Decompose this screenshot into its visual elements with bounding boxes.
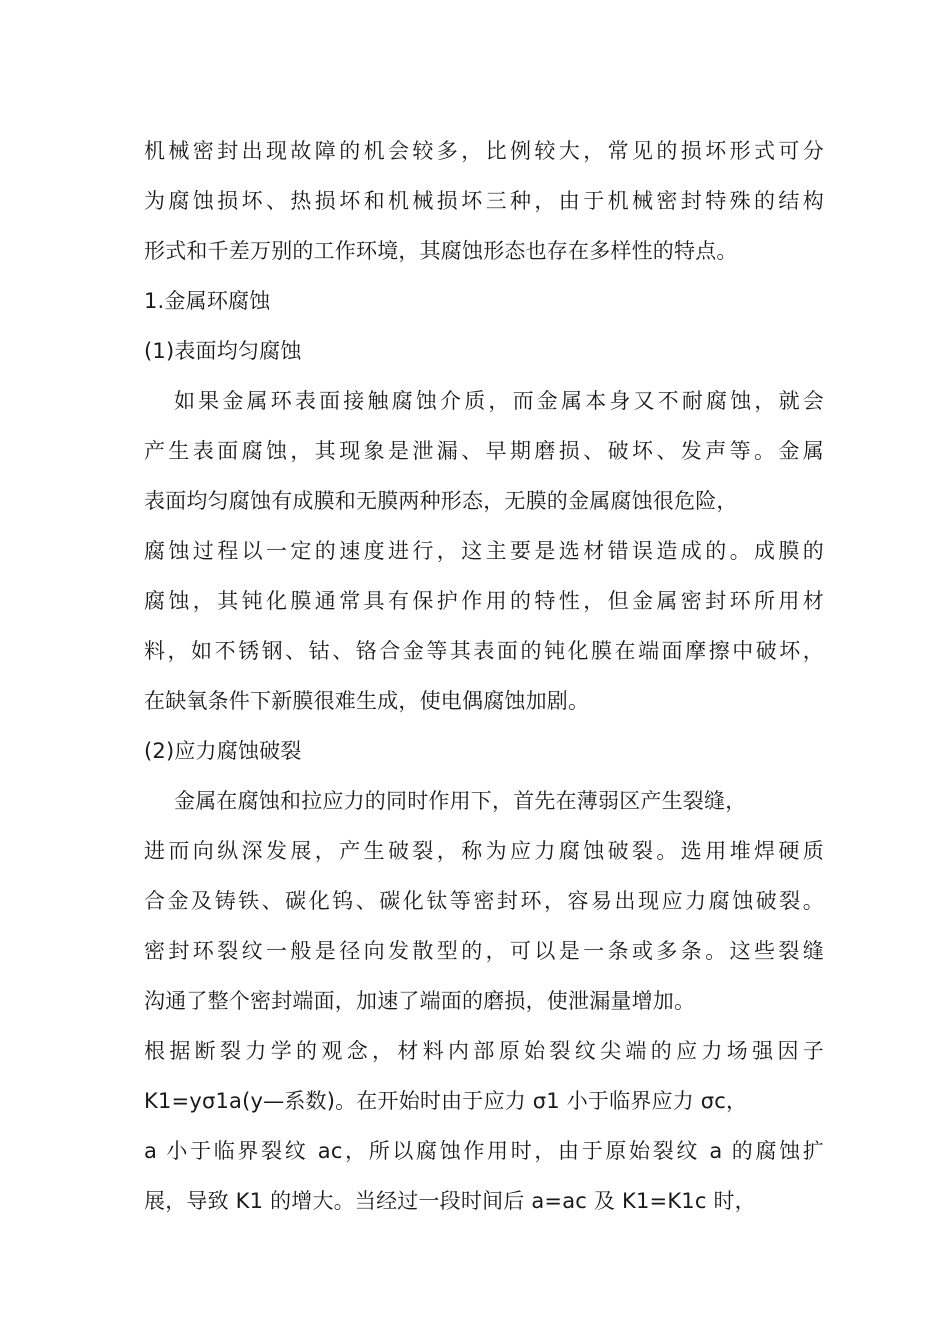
paragraph-line: 密封环裂纹一般是径向发散型的，可以是一条或多条。这些裂缝	[144, 939, 824, 963]
paragraph-line: K1=yσ1a(y—系数)。在开始时由于应力 σ1 小于临界应力 σc，	[144, 1089, 748, 1113]
paragraph-line: 进而向纵深发展，产生破裂，称为应力腐蚀破裂。选用堆焊硬质	[144, 839, 824, 863]
paragraph-line: 机械密封出现故障的机会较多，比例较大，常见的损坏形式可分	[144, 139, 824, 163]
paragraph-line: 在缺氧条件下新膜很难生成，使电偶腐蚀加剧。	[144, 689, 590, 713]
paragraph-line: 金属在腐蚀和拉应力的同时作用下，首先在薄弱区产生裂缝，	[174, 789, 747, 813]
paragraph-line: 根据断裂力学的观念，材料内部原始裂纹尖端的应力场强因子	[144, 1039, 824, 1063]
subsection-heading: (2)应力腐蚀破裂	[144, 739, 302, 763]
paragraph-line: 产生表面腐蚀，其现象是泄漏、早期磨损、破坏、发声等。金属	[144, 439, 824, 463]
paragraph-line: 表面均匀腐蚀有成膜和无膜两种形态，无膜的金属腐蚀很危险，	[144, 489, 738, 513]
paragraph-line: 料，如不锈钢、钴、铬合金等其表面的钝化膜在端面摩擦中破坏，	[144, 639, 824, 663]
document-body	[144, 126, 824, 1226]
paragraph-line: 腐蚀过程以一定的速度进行，这主要是选材错误造成的。成膜的	[144, 539, 824, 563]
section-heading: 1.金属环腐蚀	[144, 289, 271, 313]
subsection-heading: (1)表面均匀腐蚀	[144, 339, 302, 363]
paragraph-line: 为腐蚀损坏、热损坏和机械损坏三种，由于机械密封特殊的结构	[144, 189, 824, 213]
paragraph-line: 展，导致 K1 的增大。当经过一段时间后 a=ac 及 K1=K1c 时，	[144, 1189, 756, 1213]
paragraph-line: a 小于临界裂纹 ac，所以腐蚀作用时，由于原始裂纹 a 的腐蚀扩	[144, 1139, 824, 1163]
paragraph-line: 形式和千差万别的工作环境，其腐蚀形态也存在多样性的特点。	[144, 239, 738, 263]
paragraph-line: 合金及铸铁、碳化钨、碳化钛等密封环，容易出现应力腐蚀破裂。	[144, 889, 824, 913]
paragraph-line: 腐蚀，其钝化膜通常具有保护作用的特性，但金属密封环所用材	[144, 589, 824, 613]
paragraph-line: 如果金属环表面接触腐蚀介质，而金属本身又不耐腐蚀，就会	[174, 389, 824, 413]
paragraph-line: 沟通了整个密封端面，加速了端面的磨损，使泄漏量增加。	[144, 989, 696, 1013]
